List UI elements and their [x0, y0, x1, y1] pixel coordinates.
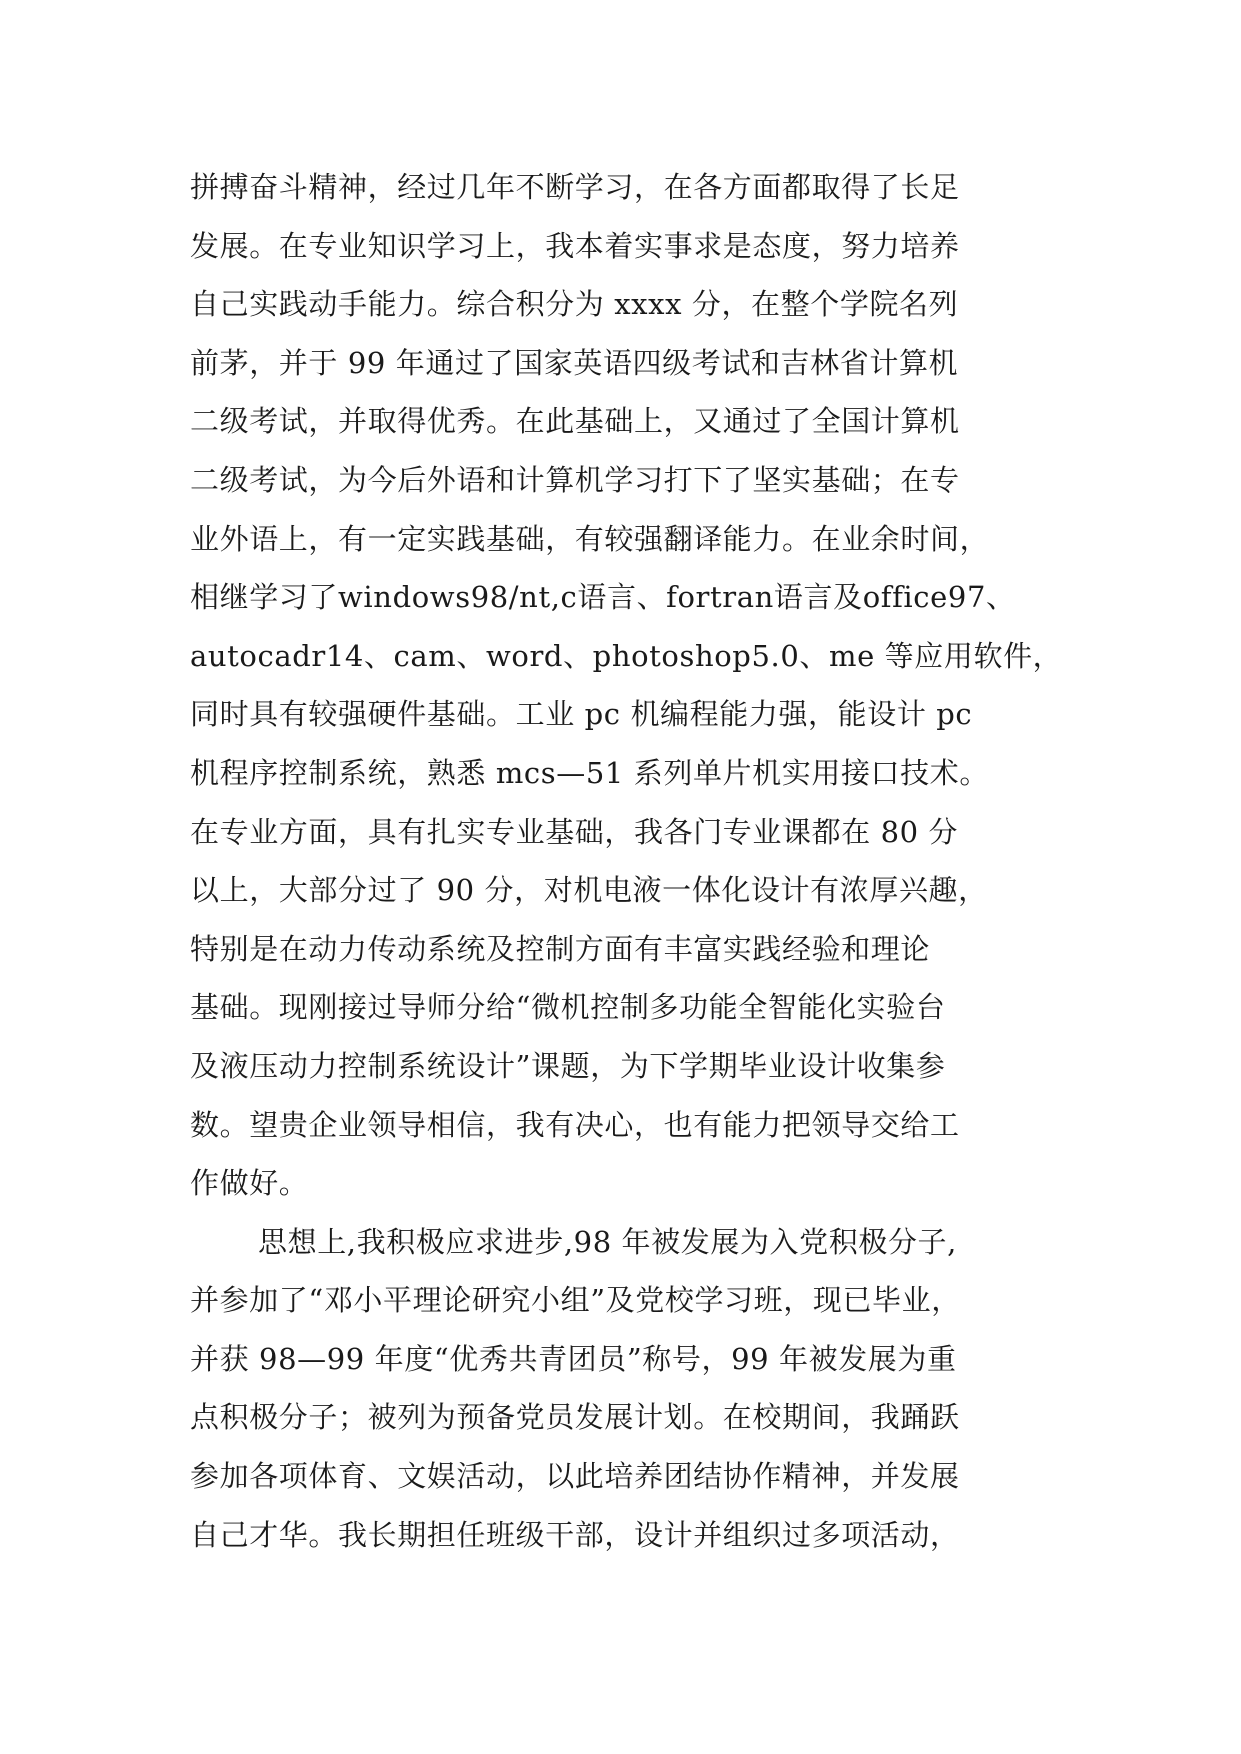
- text-line: 思想上,我积极应求进步,98 年被发展为入党积极分子,: [258, 1224, 957, 1259]
- text-line: 以上，大部分过了 90 分，对机电液一体化设计有浓厚兴趣，: [190, 873, 988, 908]
- text-line: 发展。在专业知识学习上，我本着实事求是态度，努力培养: [190, 228, 960, 263]
- text-line: 参加各项体育、文娱活动，以此培养团结协作精神，并发展: [190, 1459, 960, 1494]
- text-line: 及液压动力控制系统设计”课题，为下学期毕业设计收集参: [190, 1048, 946, 1083]
- text-line: 前茅，并于 99 年通过了国家英语四级考试和吉林省计算机: [190, 345, 959, 380]
- text-line: 自己实践动手能力。综合积分为 xxxx 分，在整个学院名列: [190, 287, 959, 322]
- body-text: [190, 158, 1070, 1564]
- text-line: autocadr14、cam、word、photoshop5.0、me 等应用软件，: [190, 638, 1063, 673]
- text-line: 业外语上，有一定实践基础，有较强翻译能力。在业余时间，: [190, 521, 990, 556]
- text-line: 机程序控制系统，熟悉 mcs—51 系列单片机实用接口技术。: [190, 755, 989, 790]
- text-line: 相继学习了windows98/nt,c语言、fortran语言及office97、: [190, 580, 1016, 615]
- text-line: 自己才华。我长期担任班级干部，设计并组织过多项活动，: [190, 1517, 960, 1552]
- text-line: 同时具有较强硬件基础。工业 pc 机编程能力强，能设计 pc: [190, 697, 973, 732]
- paragraph-1: [190, 158, 1070, 1213]
- text-line: 在专业方面，具有扎实专业基础，我各门专业课都在 80 分: [190, 814, 959, 849]
- text-line: 并参加了“邓小平理论研究小组”及党校学习班，现已毕业，: [190, 1283, 961, 1318]
- text-line: 基础。现刚接过导师分给“微机控制多功能全智能化实验台: [190, 990, 946, 1025]
- text-line: 二级考试，为今后外语和计算机学习打下了坚实基础；在专: [190, 462, 960, 497]
- text-line: 数。望贵企业领导相信，我有决心，也有能力把领导交给工: [190, 1107, 960, 1142]
- paragraph-2: [190, 1213, 1070, 1565]
- text-line: 作做好。: [190, 1166, 309, 1201]
- text-line: 点积极分子；被列为预备党员发展计划。在校期间，我踊跃: [190, 1400, 960, 1435]
- text-line: 并获 98—99 年度“优秀共青团员”称号，99 年被发展为重: [190, 1341, 957, 1376]
- text-line: 二级考试，并取得优秀。在此基础上，又通过了全国计算机: [190, 404, 960, 439]
- text-line: 特别是在动力传动系统及控制方面有丰富实践经验和理论: [190, 931, 931, 966]
- text-line: 拼搏奋斗精神，经过几年不断学习，在各方面都取得了长足: [190, 170, 960, 204]
